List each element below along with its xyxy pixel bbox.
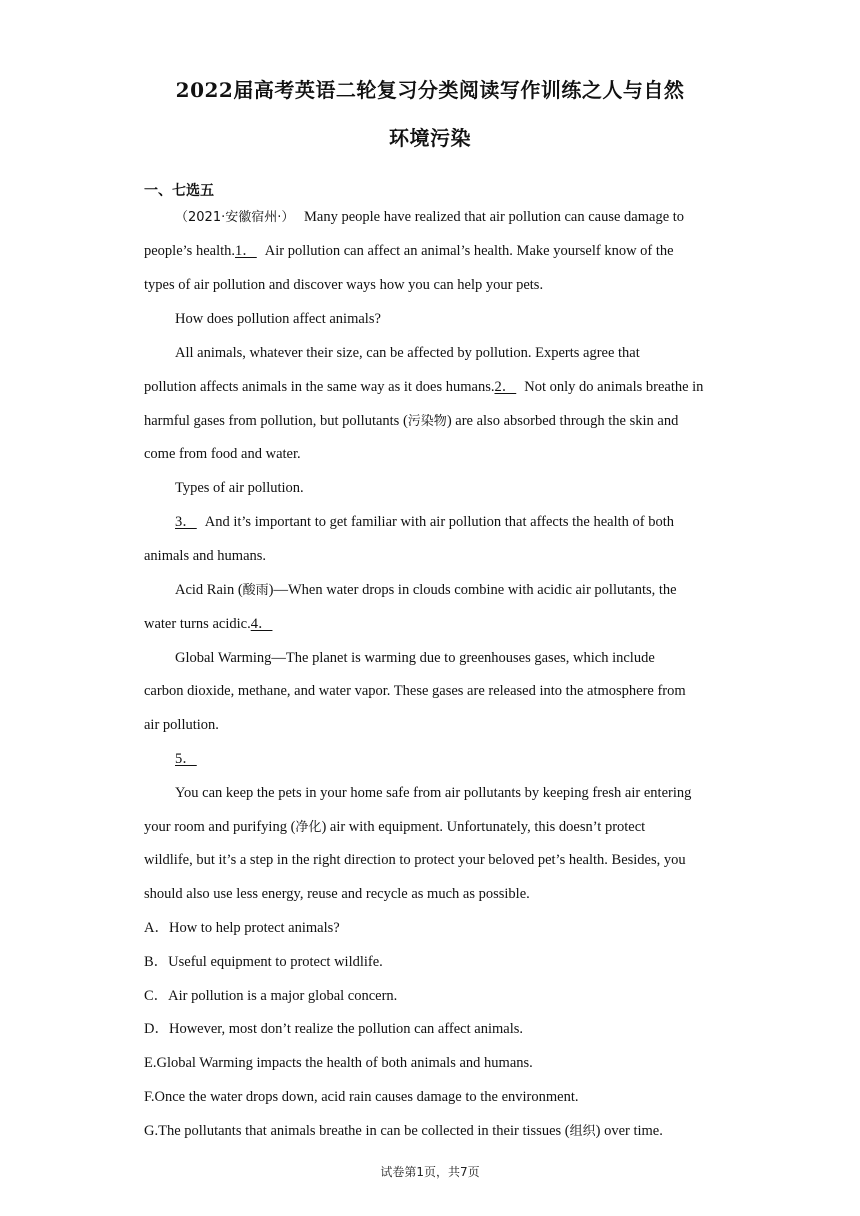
passage-text: Many people have realized that air pollution can cause damage to xyxy=(303,209,685,225)
passage-text: people’s health. xyxy=(144,243,236,259)
source-tag: （2021·安徽宿州·） xyxy=(175,210,295,225)
passage-text: your room and purifying ( xyxy=(144,819,296,835)
answer-blank-3[interactable]: 3． xyxy=(175,514,197,530)
passage-line xyxy=(144,817,724,838)
option-g[interactable] xyxy=(144,1121,724,1142)
passage-line xyxy=(144,411,724,432)
passage-line: wildlife, but it’s a step in the right direction to protect your beloved pet’s health. Besides, you xyxy=(144,852,686,868)
answer-blank-4[interactable]: 4． xyxy=(250,616,273,632)
passage-line xyxy=(175,207,755,228)
answer-blank-2[interactable]: 2． xyxy=(494,379,517,395)
passage-line: animals and humans. xyxy=(144,548,267,564)
passage-text: ) air with equipment. Unfortunately, this doesn’t protect xyxy=(321,819,646,835)
passage-text: Air pollution can affect an animal’s health. Make yourself know of the xyxy=(264,243,674,259)
page-footer: 试卷第1页，共7页 xyxy=(380,1165,480,1179)
passage-line xyxy=(144,241,724,261)
passage-line: All animals, whatever their size, can be affected by pollution. Experts agree that xyxy=(175,345,640,361)
option-b[interactable]: B．Useful equipment to protect wildlife. xyxy=(144,954,383,970)
answer-blank-1[interactable]: 1． xyxy=(235,243,257,259)
passage-line: You can keep the pets in your home safe from air pollutants by keeping fresh air entering xyxy=(175,785,692,801)
passage-text: harmful gases from pollution, but pollutants ( xyxy=(144,413,408,429)
option-d[interactable]: D．However, most don’t realize the pollution can affect animals. xyxy=(144,1021,523,1037)
passage-text: ) are also absorbed through the skin and xyxy=(446,413,679,429)
passage-text: And it’s important to get familiar with air pollution that affects the health of both xyxy=(204,514,675,530)
passage-line xyxy=(175,749,755,769)
passage-line: air pollution. xyxy=(144,717,219,733)
option-a[interactable]: A．How to help protect animals? xyxy=(144,920,340,936)
passage-line xyxy=(175,580,755,601)
chinese-gloss: 酸雨 xyxy=(242,583,269,598)
answer-blank-5[interactable]: 5． xyxy=(175,751,197,767)
passage-text: Not only do animals breathe in xyxy=(524,379,704,395)
option-text: G.The pollutants that animals breathe in can be collected in their tissues ( xyxy=(144,1123,570,1139)
passage-line: carbon dioxide, methane, and water vapor. These gases are released into the atmosphere from xyxy=(144,683,686,699)
passage-line: should also use less energy, reuse and recycle as much as possible. xyxy=(144,886,530,902)
passage-subheading: How does pollution affect animals? xyxy=(175,311,381,327)
option-c[interactable]: C．Air pollution is a major global concern. xyxy=(144,988,398,1004)
option-f[interactable]: F.Once the water drops down, acid rain causes damage to the environment. xyxy=(144,1089,579,1105)
chinese-gloss: 组织 xyxy=(569,1124,596,1139)
passage-line xyxy=(175,512,755,532)
passage-text: water turns acidic. xyxy=(144,616,251,632)
document-title: 2022届高考英语二轮复习分类阅读写作训练之人与自然 xyxy=(175,78,685,102)
passage-line: Global Warming—The planet is warming due to greenhouses gases, which include xyxy=(175,650,655,666)
passage-line: come from food and water. xyxy=(144,446,301,462)
chinese-gloss: 污染物 xyxy=(407,414,447,429)
passage-text: pollution affects animals in the same way as it does humans. xyxy=(144,379,495,395)
document-subtitle: 环境污染 xyxy=(389,126,471,150)
passage-line xyxy=(144,377,724,397)
passage-line xyxy=(144,614,724,634)
section-heading: 一、七选五 xyxy=(144,183,214,199)
passage-line: types of air pollution and discover ways how you can help your pets. xyxy=(144,277,544,293)
passage-text: )—When water drops in clouds combine with acidic air pollutants, the xyxy=(268,582,677,598)
option-e[interactable]: E.Global Warming impacts the health of both animals and humans. xyxy=(144,1055,533,1071)
option-text: ) over time. xyxy=(595,1123,663,1139)
passage-subheading: Types of air pollution. xyxy=(175,480,304,496)
passage-text: Acid Rain ( xyxy=(175,582,243,598)
chinese-gloss: 净化 xyxy=(295,820,322,835)
